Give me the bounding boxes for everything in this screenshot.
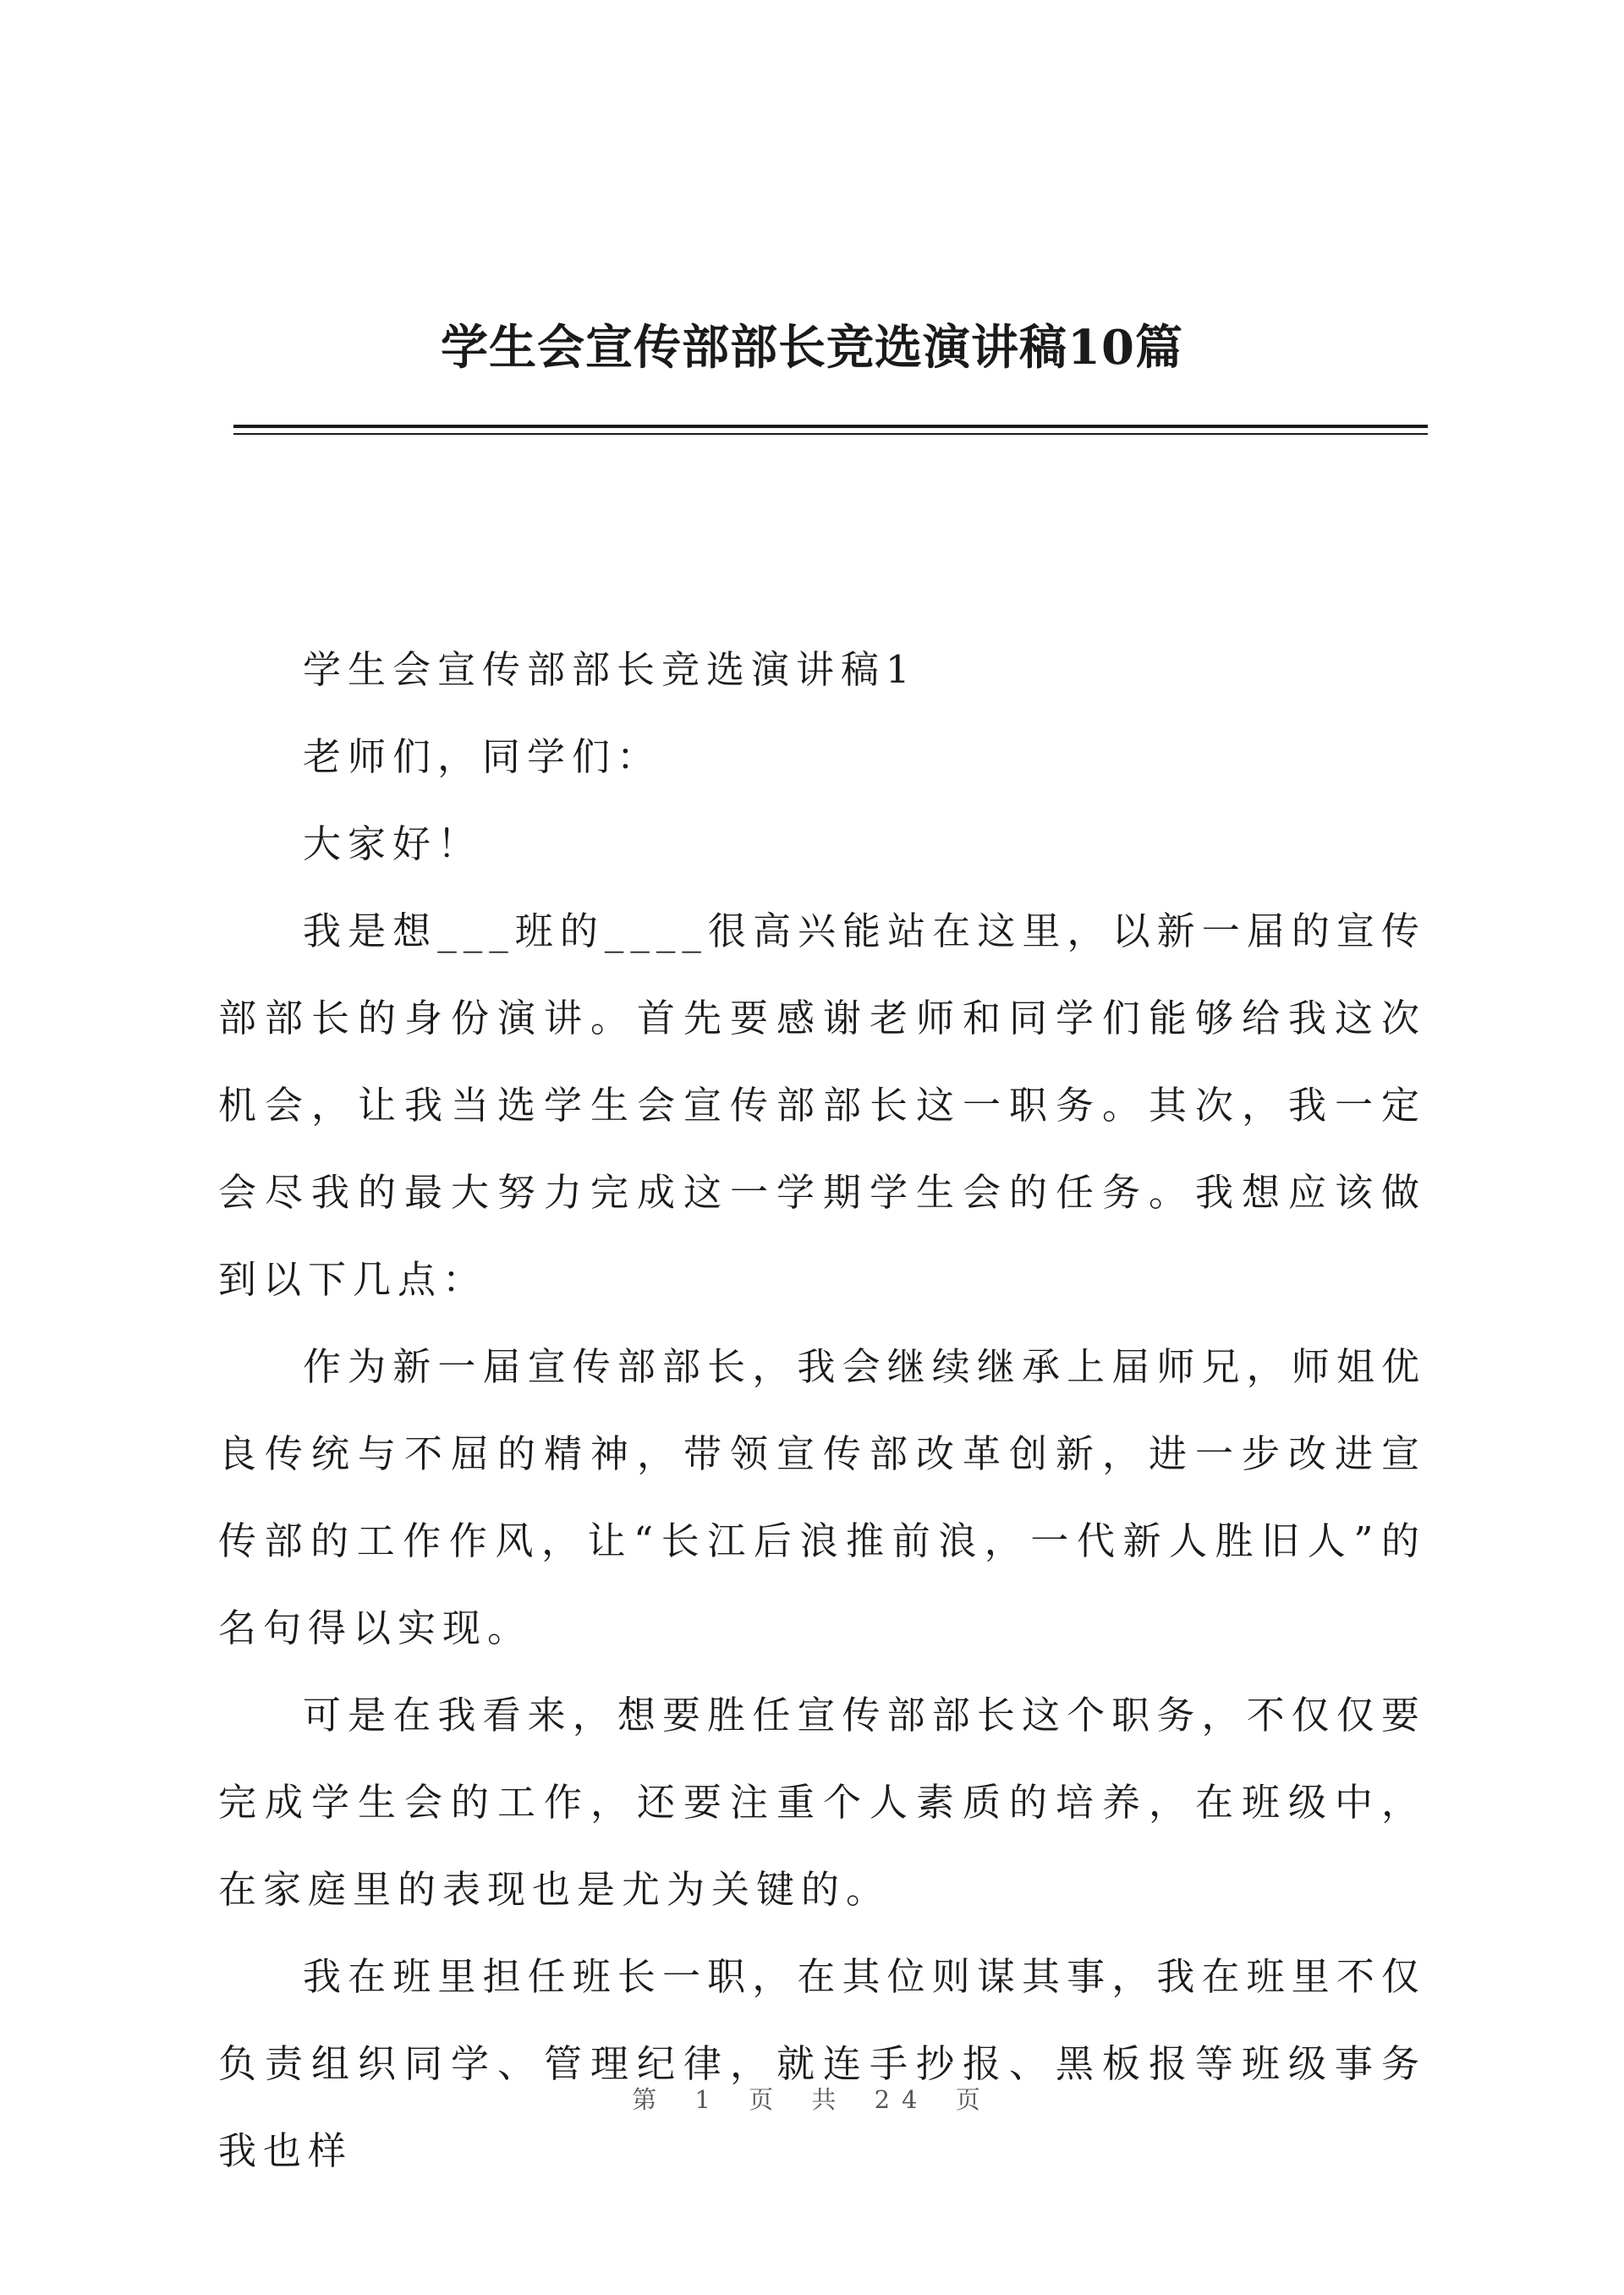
section-heading: 学生会宣传部部长竞选演讲稿1 — [303, 647, 917, 692]
title-rule-thin — [233, 433, 1428, 435]
body-paragraph: 我是想___班的____很高兴能站在这里，以新一届的宣传部部长的身份演讲。首先要感谢老师和同学们能够给我这次机会，让我当选学生会宣传部部长这一职务。其次，我一定会尽我的最大努力完成这一学期学生会的任务。我想应该做到以下几点： — [218, 909, 1426, 1302]
page-number-footer: 第 1 页 共 24 页 — [632, 2085, 992, 2114]
title-rule-thick — [233, 425, 1428, 428]
body-paragraph: 作为新一届宣传部部长，我会继续继承上届师兄，师姐优良传统与不屈的精神，带领宣传部改革创新，进一步改进宣传部的工作作风，让“长江后浪推前浪，一代新人胜旧人”的名句得以实现。 — [218, 1344, 1426, 1650]
document-title: 学生会宣传部部长竞选演讲稿10篇 — [441, 320, 1183, 376]
document-body — [218, 626, 1426, 2194]
greeting: 大家好！ — [303, 821, 483, 866]
body-paragraph: 我在班里担任班长一职，在其位则谋其事，我在班里不仅负责组织同学、管理纪律，就连手抄报、黑板报等班级事务我也样 — [218, 1954, 1426, 2173]
body-paragraph: 可是在我看来，想要胜任宣传部部长这个职务，不仅仅要完成学生会的工作，还要注重个人素质的培养，在班级中，在家庭里的表现也是尤为关键的。 — [218, 1693, 1426, 1912]
salutation: 老师们，同学们： — [303, 734, 662, 779]
